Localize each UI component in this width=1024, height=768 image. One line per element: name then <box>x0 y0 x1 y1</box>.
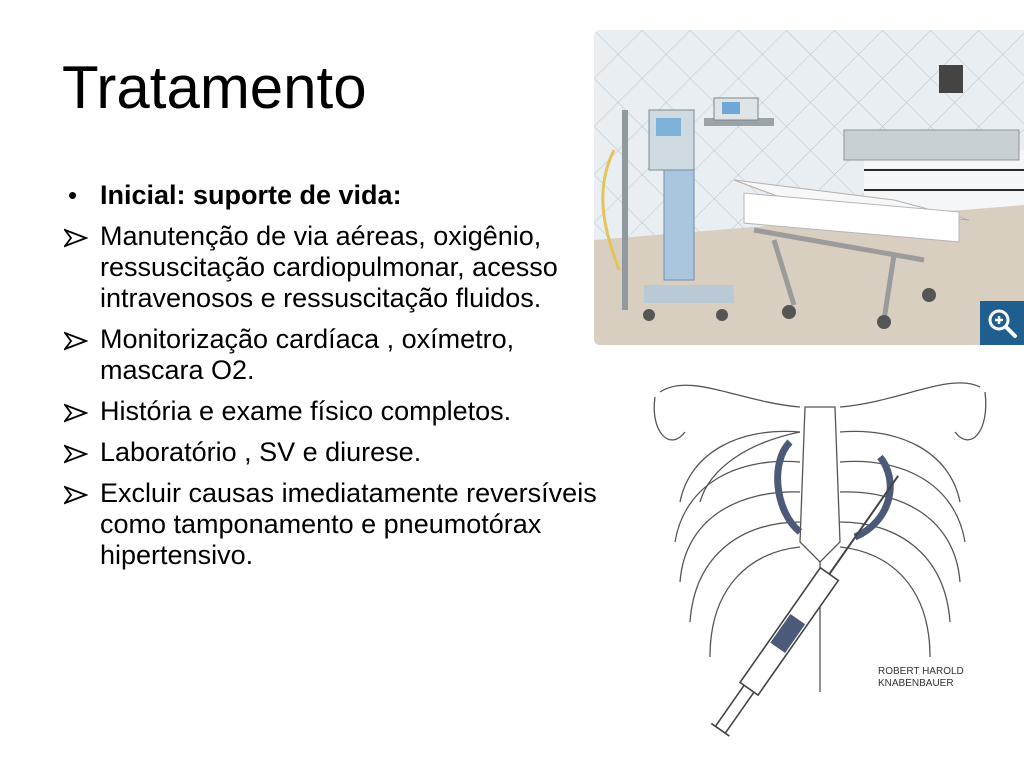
emergency-room-illustration <box>594 30 1024 345</box>
slide-title: Tratamento <box>62 54 367 121</box>
bullet-text: História e exame físico completos. <box>100 396 512 426</box>
artist-signature-line1: ROBERT HAROLD <box>878 666 964 677</box>
bullet-list <box>62 180 622 581</box>
bullet-item <box>62 396 622 427</box>
zoom-in-button[interactable] <box>980 301 1024 345</box>
pericardiocentesis-drawing <box>650 372 990 752</box>
bullet-text: Inicial: suporte de vida: <box>100 180 402 210</box>
zoom-in-icon <box>980 301 1024 345</box>
ribcage-syringe-illustration <box>650 372 990 752</box>
bullet-dot-icon: • <box>68 180 78 210</box>
bullet-text: Laboratório , SV e diurese. <box>100 437 422 467</box>
bullet-item <box>62 324 622 386</box>
bullet-item <box>62 180 622 211</box>
artist-signature-line2: KNABENBAUER <box>878 678 954 689</box>
emergency-room-photo <box>594 30 1024 345</box>
bullet-text: Manutenção de via aéreas, oxigênio, ressuscitação cardiopulmonar, acesso intravenosos e ressuscitação fluidos. <box>100 221 558 313</box>
bullet-text: Monitorização cardíaca , oxímetro, mascara O2. <box>100 324 515 385</box>
bullet-item <box>62 478 622 571</box>
bullet-item <box>62 437 622 468</box>
bullet-item <box>62 221 622 314</box>
bullet-text: Excluir causas imediatamente reversíveis como tamponamento e pneumotórax hipertensivo. <box>100 478 597 570</box>
